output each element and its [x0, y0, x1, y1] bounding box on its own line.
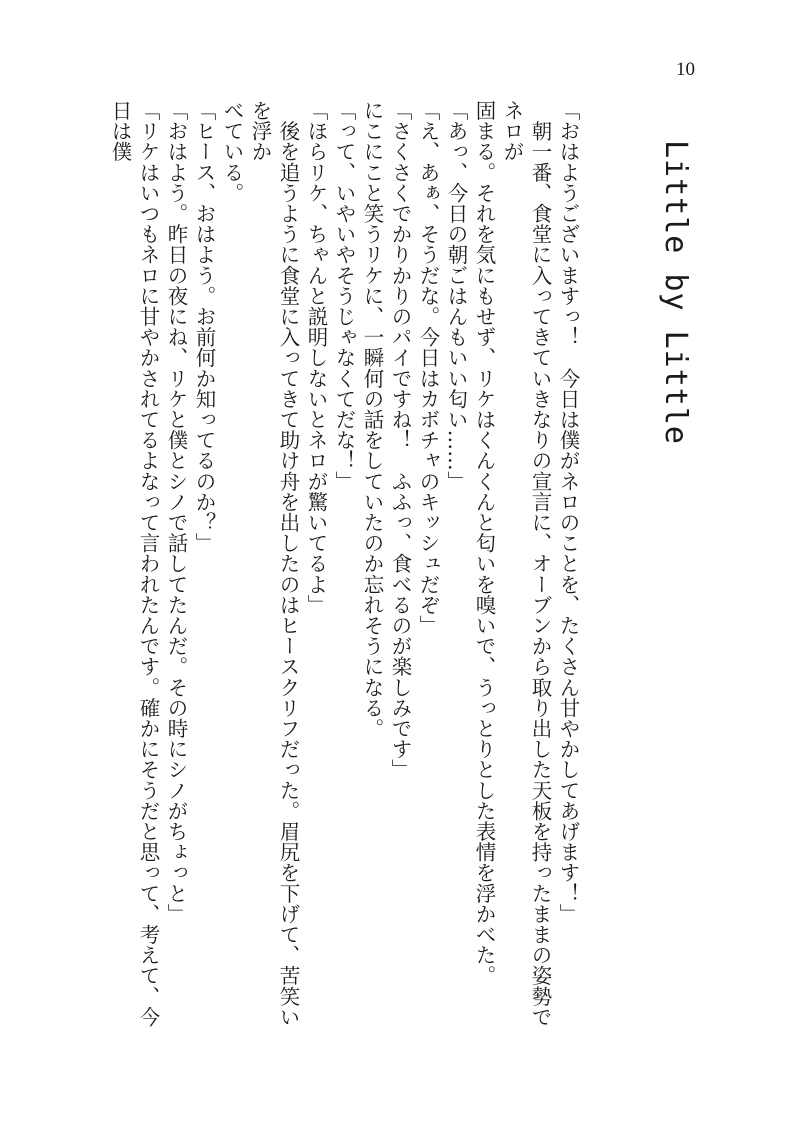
text-line: 固まる。それを気にもせず、リケはくんくんと匂いを嗅いで、うっとりとした表情を浮かべた。 — [472, 100, 496, 986]
text-line: べている。 — [220, 100, 244, 203]
text-line: 「おはようございますっ！ 今日は僕がネロのことを、たくさん甘やかしてあげます！」 — [556, 100, 580, 924]
text-line: にこにこと笑うリケに、一瞬何の話をしていたのか忘れそうになる。 — [360, 100, 384, 739]
text-line: 「ヒース、おはよう。お前何か知ってるのか？」 — [192, 100, 216, 554]
running-title: Little by Little — [658, 140, 693, 445]
text-line: 「って、いやいやそうじゃなくてだな！」 — [332, 100, 356, 492]
text-line: 「さくさくでかりかりのパイですね！ ふふっ、食べるのが楽しみです」 — [388, 100, 412, 780]
text-line: 「おはよう。昨日の夜にね、リケと僕とシノで話してたんだ。その時にシノがちょっと」 — [164, 100, 188, 924]
body-text — [106, 100, 582, 1040]
text-line: 「あっ、今日の朝ごはんもいい匂い……」 — [444, 100, 468, 492]
page-number: 10 — [676, 59, 695, 80]
text-line: 「え、あぁ、そうだな。今日はカボチャのキッシュだぞ」 — [416, 100, 440, 636]
text-line: 「リケはいつもネロに甘やかされてるよなって言われたんです。確かにそうだと思って、考えて、今日は僕 — [108, 100, 160, 1027]
text-line: 朝一番、食堂に入ってきていきなりの宣言に、オーブンから取り出した天板を持ったままの姿勢でネロが — [500, 100, 552, 1027]
text-line: 後を追うように食堂に入ってきて助け舟を出したのはヒースクリフだった。眉尻を下げて、苦笑いを浮か — [248, 100, 300, 1027]
text-line: 「ほらリケ、ちゃんと説明しないとネロが驚いてるよ」 — [304, 100, 328, 615]
